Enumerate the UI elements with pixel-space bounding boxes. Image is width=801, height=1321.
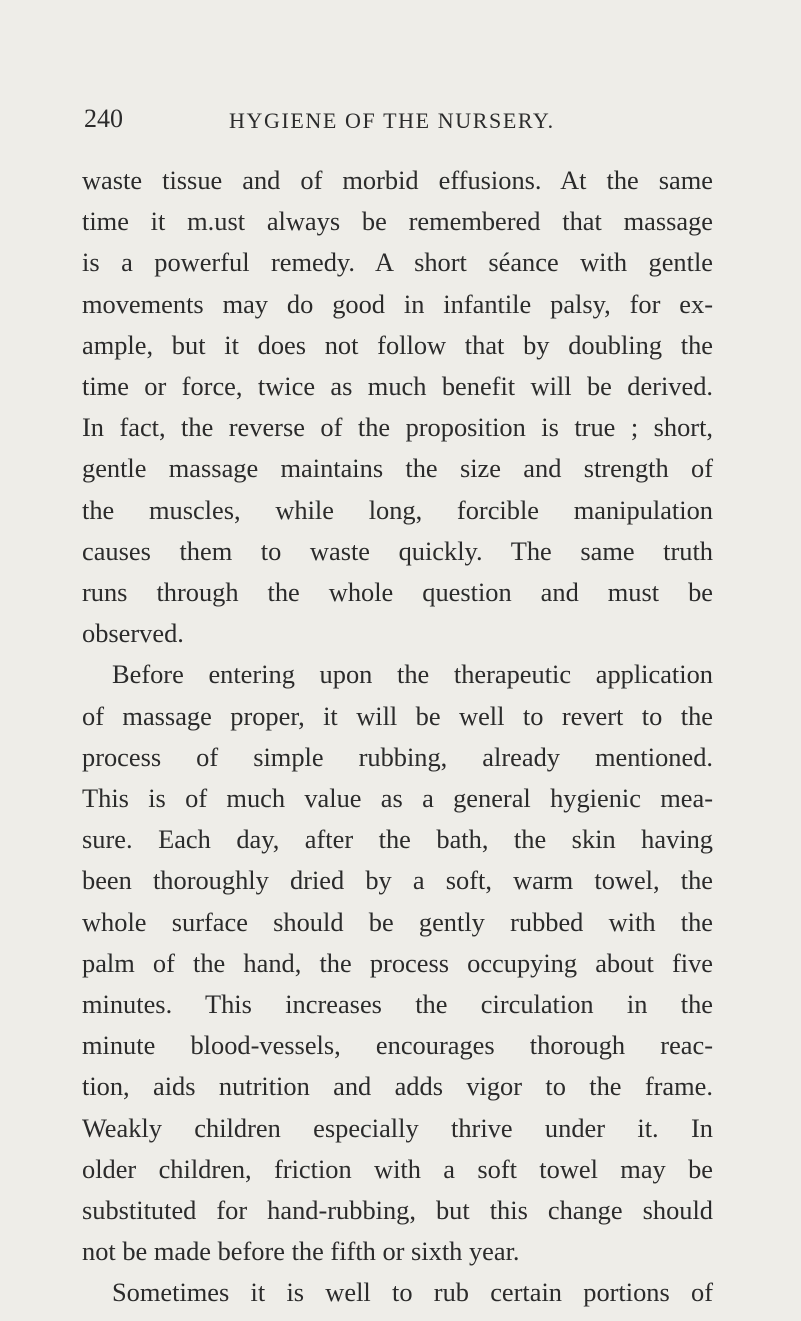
text-line: whole surface should be gently rubbed with the (82, 906, 713, 937)
text-line: time or force, twice as much benefit will be derived. (82, 371, 713, 402)
text-line: causes them to waste quickly. The same truth (82, 535, 713, 566)
text-line: process of simple rubbing, already mentioned. (82, 741, 713, 772)
text-line: is a powerful remedy. A short séance with gentle (82, 247, 713, 278)
text-line: gentle massage maintains the size and strength of (82, 453, 713, 484)
text-line: not be made before the fifth or sixth year. (82, 1236, 520, 1267)
text-line: ample, but it does not follow that by doubling the (82, 329, 713, 360)
running-head-title: HYGIENE OF THE NURSERY. (229, 108, 555, 133)
text-line: substituted for hand-rubbing, but this change should (82, 1195, 713, 1226)
text-line: of massage proper, it will be well to revert to the (82, 700, 713, 731)
page-number: 240 (84, 104, 123, 133)
text-line: older children, friction with a soft towel may be (82, 1153, 713, 1184)
text-line: palm of the hand, the process occupying about five (82, 947, 713, 978)
running-head (84, 104, 712, 144)
text-line: Weakly children especially thrive under it. In (82, 1112, 713, 1143)
text-line: time it m.ust always be remembered that massage (82, 206, 713, 237)
text-line: waste tissue and of morbid effusions. At the same (82, 165, 713, 195)
text-line: minute blood-vessels, encourages thorough reac- (82, 1030, 713, 1061)
text-line: Before entering upon the therapeutic application (112, 659, 713, 690)
text-line: minutes. This increases the circulation in the (82, 989, 713, 1020)
text-line: been thoroughly dried by a soft, warm towel, the (82, 865, 713, 896)
text-line: observed. (82, 618, 184, 649)
text-line: movements may do good in infantile palsy, for ex- (82, 288, 713, 319)
text-line: In fact, the reverse of the proposition is true ; short, (82, 412, 713, 443)
text-line: tion, aids nutrition and adds vigor to the frame. (82, 1071, 713, 1102)
text-line: This is of much value as a general hygienic mea- (82, 783, 713, 814)
text-line: sure. Each day, after the bath, the skin having (82, 824, 713, 855)
text-line: Sometimes it is well to rub certain portions of (112, 1277, 713, 1308)
body-text (82, 160, 713, 1314)
text-line: runs through the whole question and must be (82, 577, 713, 608)
text-line: the muscles, while long, forcible manipulation (82, 494, 713, 525)
